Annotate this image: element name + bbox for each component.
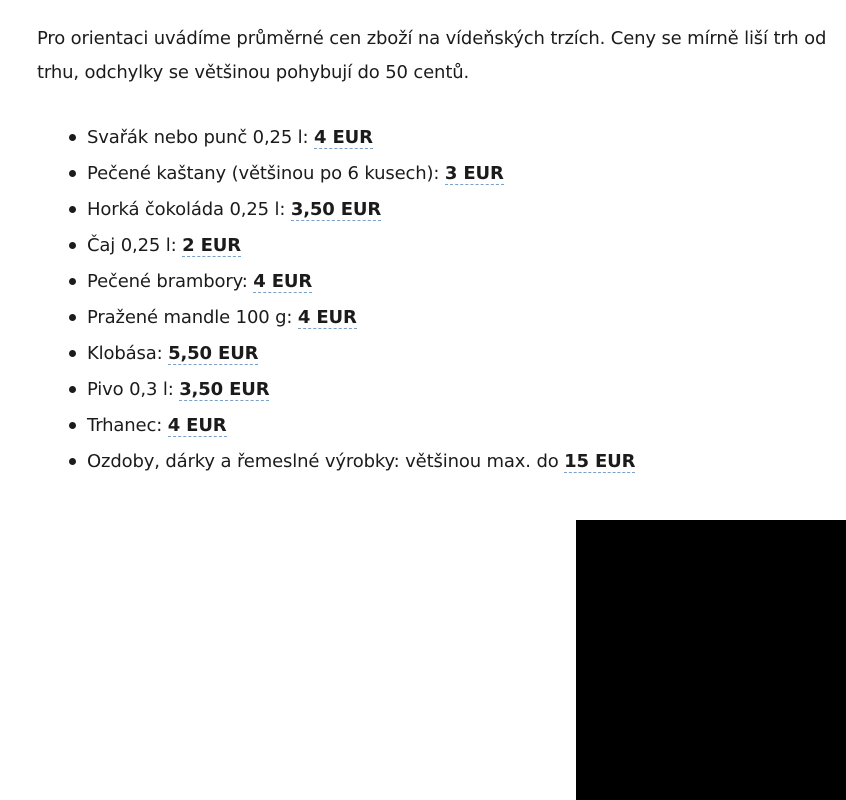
bullet-icon: [69, 170, 76, 177]
list-item: [37, 300, 827, 336]
item-label: Horká čokoláda 0,25 l:: [87, 199, 291, 220]
price-abbr[interactable]: 4 EUR: [253, 271, 313, 292]
price-abbr[interactable]: 4 EUR: [167, 415, 227, 436]
bullet-icon: [69, 422, 76, 429]
bullet-icon: [69, 278, 76, 285]
price-abbr[interactable]: 5,50 EUR: [168, 343, 259, 364]
list-item: [37, 156, 827, 192]
bullet-icon: [69, 458, 76, 465]
list-item: [37, 264, 827, 300]
item-label: Svařák nebo punč 0,25 l:: [87, 127, 315, 148]
price-abbr[interactable]: 3,50 EUR: [290, 199, 382, 220]
item-label: Ozdoby, dárky a řemeslné výrobky: většinou max. do: [87, 451, 565, 472]
item-label: Klobása:: [87, 343, 169, 364]
bullet-icon: [69, 134, 76, 141]
item-label: Čaj 0,25 l:: [87, 235, 183, 256]
price-abbr[interactable]: 3,50 EUR: [179, 379, 270, 400]
list-item: [37, 228, 827, 264]
price-abbr[interactable]: 4 EUR: [297, 307, 357, 328]
item-label: Pečené brambory:: [87, 271, 254, 292]
price-list: [37, 120, 827, 480]
item-label: Trhanec:: [87, 415, 168, 436]
bullet-icon: [69, 350, 76, 357]
item-label: Pivo 0,3 l:: [87, 379, 180, 400]
list-item: [37, 336, 827, 372]
list-item: [37, 408, 827, 444]
article-content: [37, 22, 827, 480]
list-item: [37, 192, 827, 228]
item-label: Pečené kaštany (většinou po 6 kusech):: [87, 163, 445, 184]
overlay-black-box: [576, 520, 846, 800]
price-abbr[interactable]: 4 EUR: [314, 127, 373, 148]
list-item: [37, 372, 827, 408]
price-abbr[interactable]: 3 EUR: [444, 163, 504, 184]
bullet-icon: [69, 206, 76, 213]
intro-paragraph: Pro orientaci uvádíme průměrné cen zboží na vídeňských trzích. Ceny se mírně liší trh od trhu, odchylky se většinou pohybují do 50 centů.: [37, 28, 827, 83]
bullet-icon: [69, 242, 76, 249]
list-item: [37, 120, 827, 156]
item-label: Pražené mandle 100 g:: [87, 307, 298, 328]
bullet-icon: [69, 386, 76, 393]
bullet-icon: [69, 314, 76, 321]
list-item: [37, 444, 827, 480]
price-abbr[interactable]: 2 EUR: [182, 235, 241, 256]
price-abbr[interactable]: 15 EUR: [564, 451, 636, 472]
